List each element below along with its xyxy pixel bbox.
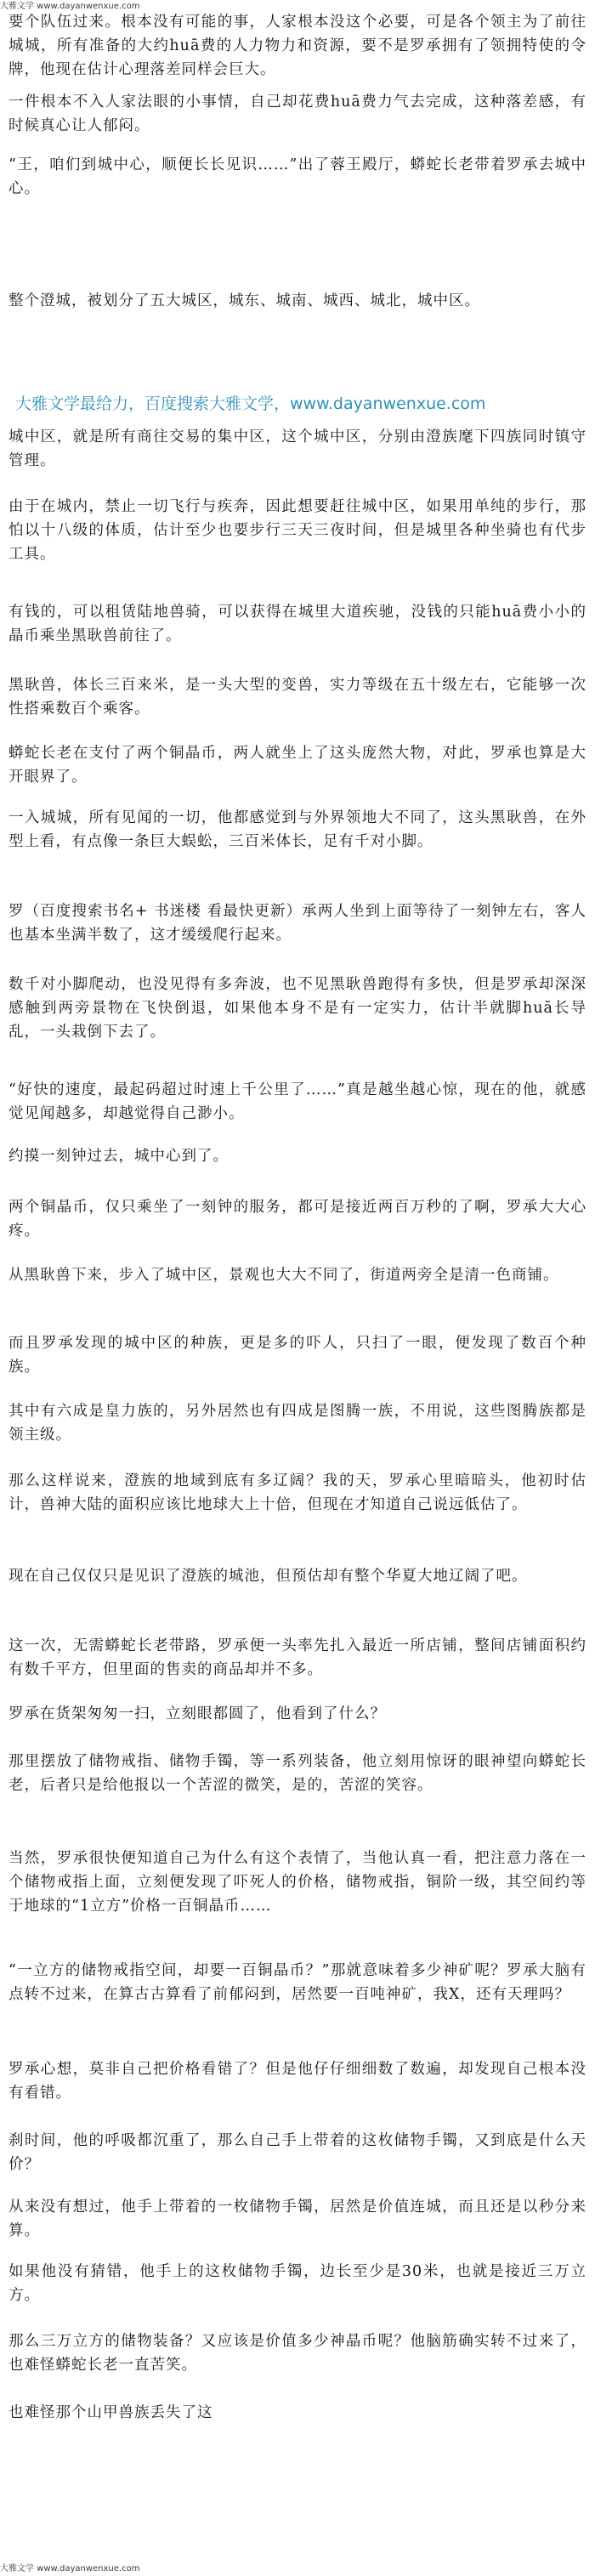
paragraph-19: 那么这样说来，澄族的地域到底有多辽阔？我的天，罗承心里暗暗头，他初时估计，兽神大陆的面积应该比地球大上十倍，但现在才知道自己说远低估了。 (8, 1472, 586, 1513)
paragraph-31: 也难怪那个山甲兽族丢失了这 (8, 2404, 213, 2421)
paragraph-14: 约摸一刻钟过去，城中心到了。 (8, 1148, 229, 1165)
paragraph-28: 从来没有想过，他手上带着的一枚储物手镯，居然是价值连城，而且还是以秒分来算。 (8, 2199, 586, 2239)
site-watermark: 大雅文学最给力，百度搜索大雅文学，www.dayanwenxue.com (15, 394, 486, 413)
paragraph-2: 一件根本不入人家法眼的小事情，自己却花费huā费力气去完成，这种落差感，有时候真心让人郁闷。 (8, 94, 586, 134)
paragraph-20: 现在自己仅仅只是见识了澄族的城池，但预估却有整个华夏大地辽阔了吧。 (8, 1568, 528, 1585)
paragraph-17: 而且罗承发现的城中区的种族，更是多的吓人，只扫了一眼，便发现了数百个种族。 (8, 1335, 586, 1376)
paragraph-9: 蟒蛇长老在支付了两个铜晶币，两人就坐上了这头庞然大物，对此，罗承也算是大开眼界了。 (8, 745, 586, 786)
paragraph-12: 数千对小脚爬动，也没见得有多奔波，也不见黑耿兽跑得有多快，但是罗承却深深感触到两旁景物在飞快倒退，如果他本身不是有一定实力，估计半就脚huā长导乱，一头栽倒下去了。 (8, 976, 586, 1041)
paragraph-23: 那里摆放了储物戒指、储物手镯，等一系列装备，他立刻用惊讶的眼神望向蟒蛇长老，后者只是给他报以一个苦涩的微笑，是的，苦涩的笑容。 (8, 1753, 586, 1794)
paragraph-22: 罗承在货架匆匆一扫，立刻眼都圆了，他看到了什么？ (8, 1705, 386, 1722)
paragraph-26: 罗承心想，莫非自己把价格看错了？但是他仔仔细细数了数遍，却发现自己根本没有看错。 (8, 2061, 586, 2102)
paragraph-29: 如果他没有猜错，他手上的这枚储物手镯，边长至少是30米，也就是接近三万立方。 (8, 2263, 586, 2304)
paragraph-18: 其中有六成是皇力族的，另外居然也有四成是图腾一族，不用说，这些图腾族都是领主级。 (8, 1403, 586, 1444)
paragraph-4: 整个澄城，被划分了五大城区，城东、城南、城西、城北，城中区。 (8, 292, 480, 309)
top-site-brand: 大雅文学 www.dayanwenxue.com (0, 2, 140, 11)
paragraph-10: 一入城城，所有见闻的一切，他都感觉到与外界领地大不同了，这头黑耿兽，在外型上看，有点像一条巨大蜈蚣，三百米体长，足有千对小脚。 (8, 809, 586, 850)
paragraph-13: “好快的速度，最起码超过时速上千公里了……”真是越坐越心惊，现在的他，就感觉见闻越多，却越觉得自己渺小。 (8, 1081, 586, 1122)
paragraph-5: 城中区，就是所有商往交易的集中区，这个城中区，分别由澄族麾下四族同时镇守管理。 (8, 428, 586, 469)
paragraph-15: 两个铜晶币，仅只乘坐了一刻钟的服务，都可是接近两百万秒的了啊，罗承大大心疼。 (8, 1199, 586, 1240)
paragraph-21: 这一次，无需蟒蛇长老带路，罗承便一头率先扎入最近一所店铺，整间店铺面积约有数千平方，但里面的售卖的商品却并不多。 (8, 1637, 586, 1678)
paragraph-3: “王，咱们到城中心，顺便长长见识……”出了蓉王殿厅，蟒蛇长老带着罗承去城中心。 (8, 156, 586, 197)
paragraph-30: 那么三万立方的储物装备？又应该是价值多少神晶币呢？他脑筋确实转不过来了，也难怪蟒蛇长老一直苦笑。 (8, 2333, 586, 2374)
paragraph-27: 刹时间，他的呼吸都沉重了，那么自己手上带着的这枚储物手镯，又到底是什么天价？ (8, 2132, 586, 2173)
paragraph-7: 有钱的，可以租赁陆地兽骑，可以获得在城里大道疾驰，没钱的只能huā费小小的晶币乘坐黑耿兽前往了。 (8, 604, 586, 644)
paragraph-6: 由于在城内，禁止一切飞行与疾奔，因此想要赶往城中区，如果用单纯的步行，那怕以十八级的体质，估计至少也要步行三天三夜时间，但是城里各种坐骑也有代步工具。 (8, 498, 586, 563)
paragraph-24: 当然，罗承很快便知道自己为什么有这个表情了，当他认真一看，把注意力落在一个储物戒指上面，立刻便发现了吓死人的价格，储物戒指，铜阶一级，其空间约等于地球的“1立方”价格一百铜晶币…… (8, 1850, 586, 1915)
paragraph-11: 罗（百度搜索书名+ 书迷楼 看最快更新）承两人坐到上面等待了一刻钟左右，客人也基本坐满半数了，这才缓缓爬行起来。 (8, 903, 586, 944)
bottom-site-brand: 大雅文学 www.dayanwenxue.com (0, 2564, 140, 2573)
paragraph-8: 黑耿兽，体长三百来米，是一头大型的变兽，实力等级在五十级左右，它能够一次性搭乘数百个乘客。 (8, 677, 586, 718)
paragraph-16: 从黑耿兽下来，步入了城中区，景观也大大不同了，街道两旁全是清一色商铺。 (8, 1267, 559, 1284)
paragraph-1: 要个队伍过来。根本没有可能的事，人家根本没这个必要，可是各个领主为了前往城城，所有准备的大约huā费的人力物力和资源，要不是罗承拥有了领拥特使的令牌，他现在估计心理落差同样会巨大。 (8, 14, 586, 78)
paragraph-25: “一立方的储物戒指空间，却要一百铜晶币？”那就意味着多少神矿呢？罗承大脑有点转不过来，在算古古算看了前郁闷到，居然要一百吨神矿，我X，还有天理吗？ (8, 1962, 586, 2003)
